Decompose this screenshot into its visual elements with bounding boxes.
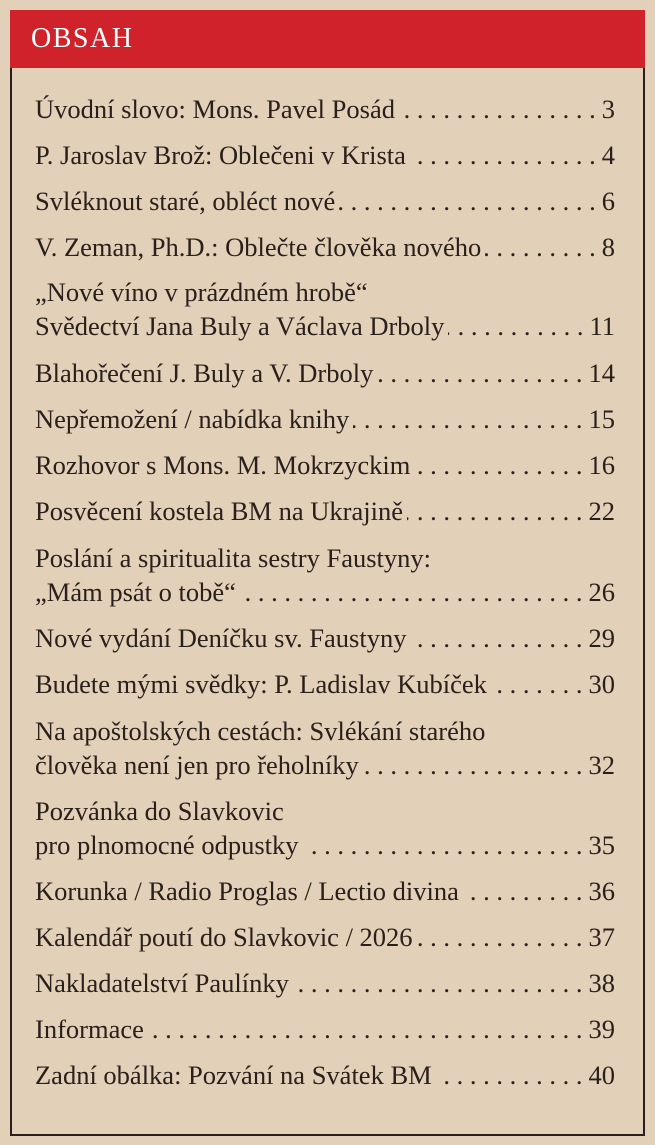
toc-entry[interactable] bbox=[35, 448, 615, 482]
dot-leader bbox=[293, 966, 583, 1000]
page-number: 36 bbox=[588, 876, 615, 906]
page-number: 15 bbox=[588, 404, 615, 434]
entry-title: Informace bbox=[35, 1014, 144, 1044]
entry-title: Nepřemožení / nabídka knihy bbox=[35, 404, 350, 434]
toc-entry[interactable] bbox=[35, 1058, 615, 1092]
entry-title: Kalendář poutí do Slavkovic / 2026 bbox=[35, 922, 413, 952]
entry-title-line-1: Pozvánka do Slavkovic bbox=[35, 796, 284, 826]
toc-entry[interactable] bbox=[35, 230, 615, 264]
dot-leader bbox=[417, 920, 583, 954]
page-number: 38 bbox=[588, 968, 615, 998]
dot-leader bbox=[448, 309, 583, 343]
toc-entry[interactable] bbox=[35, 494, 615, 528]
entry-title-line-2: pro plnomocné odpustky bbox=[35, 830, 299, 860]
toc-entry[interactable] bbox=[35, 541, 615, 609]
page-number: 16 bbox=[588, 450, 615, 480]
dot-leader bbox=[339, 184, 595, 218]
dot-leader bbox=[399, 92, 596, 126]
page-number: 39 bbox=[588, 1014, 615, 1044]
page-number: 14 bbox=[588, 358, 615, 388]
toc-entry[interactable] bbox=[35, 275, 615, 343]
entry-title: Nové vydání Deníčku sv. Faustyny bbox=[35, 623, 407, 653]
dot-leader bbox=[410, 621, 582, 655]
toc-entry[interactable] bbox=[35, 356, 615, 390]
entry-title: Blahořečení J. Buly a V. Drboly bbox=[35, 358, 374, 388]
page-number: 22 bbox=[588, 496, 615, 526]
toc-entry[interactable] bbox=[35, 920, 615, 954]
dot-leader bbox=[240, 575, 583, 609]
entry-title: Zadní obálka: Pozvání na Svátek BM bbox=[35, 1060, 432, 1090]
entry-title: Nakladatelství Paulínky bbox=[35, 968, 289, 998]
entry-title-line-2: Svědectví Jana Buly a Václava Drboly bbox=[35, 311, 445, 341]
dot-leader bbox=[485, 230, 596, 264]
entry-title: V. Zeman, Ph.D.: Oblečte člověka nového bbox=[35, 232, 482, 262]
dot-leader bbox=[407, 494, 583, 528]
toc-header bbox=[10, 10, 645, 68]
page-number: 6 bbox=[601, 186, 615, 216]
toc-entry[interactable] bbox=[35, 874, 615, 908]
toc-entry[interactable] bbox=[35, 714, 615, 782]
toc-entry[interactable] bbox=[35, 92, 615, 126]
page-number: 35 bbox=[588, 830, 615, 860]
dot-leader bbox=[363, 748, 583, 782]
dot-leader bbox=[463, 874, 583, 908]
dot-leader bbox=[491, 667, 583, 701]
dot-leader bbox=[436, 1058, 583, 1092]
entry-title-line-1: Na apoštolských cestách: Svlékání starého bbox=[35, 716, 486, 746]
entry-title: Úvodní slovo: Mons. Pavel Posád bbox=[35, 94, 395, 124]
dot-leader bbox=[353, 402, 582, 436]
dot-leader bbox=[377, 356, 582, 390]
page-number: 29 bbox=[588, 623, 615, 653]
toc-entry[interactable] bbox=[35, 184, 615, 218]
dot-leader bbox=[303, 828, 583, 862]
entry-title-line-1: Poslání a spiritualita sestry Faustyny: bbox=[35, 543, 431, 573]
toc-entry[interactable] bbox=[35, 667, 615, 701]
dot-leader bbox=[414, 448, 582, 482]
entry-title: P. Jaroslav Brož: Oblečeni v Krista bbox=[35, 140, 406, 170]
toc-entry[interactable] bbox=[35, 794, 615, 862]
entry-title: Rozhovor s Mons. M. Mokrzyckim bbox=[35, 450, 411, 480]
page-number: 26 bbox=[588, 577, 615, 607]
page-number: 32 bbox=[588, 750, 615, 780]
page-number: 37 bbox=[588, 922, 615, 952]
toc-entry[interactable] bbox=[35, 1012, 615, 1046]
page-number: 11 bbox=[589, 311, 615, 341]
toc-entry[interactable] bbox=[35, 966, 615, 1000]
dot-leader bbox=[148, 1012, 583, 1046]
toc-entry[interactable] bbox=[35, 138, 615, 172]
entry-title: Posvěcení kostela BM na Ukrajině bbox=[35, 496, 403, 526]
entry-title-line-1: „Nové víno v prázdném hrobě“ bbox=[35, 277, 368, 307]
entry-title: Svléknout staré, obléct nové bbox=[35, 186, 336, 216]
entry-title: Budete mými svědky: P. Ladislav Kubíček bbox=[35, 669, 487, 699]
page-number: 8 bbox=[601, 232, 615, 262]
page-number: 30 bbox=[588, 669, 615, 699]
entry-title-line-2: člověka není jen pro řeholníky bbox=[35, 750, 359, 780]
toc-title: OBSAH bbox=[31, 23, 134, 54]
page-number: 4 bbox=[601, 140, 615, 170]
toc-entry[interactable] bbox=[35, 621, 615, 655]
toc-entry[interactable] bbox=[35, 402, 615, 436]
page-number: 3 bbox=[601, 94, 615, 124]
entry-title: Korunka / Radio Proglas / Lectio divina bbox=[35, 876, 459, 906]
page-number: 40 bbox=[588, 1060, 615, 1090]
dot-leader bbox=[410, 138, 596, 172]
entry-title-line-2: „Mám psát o tobě“ bbox=[35, 577, 236, 607]
